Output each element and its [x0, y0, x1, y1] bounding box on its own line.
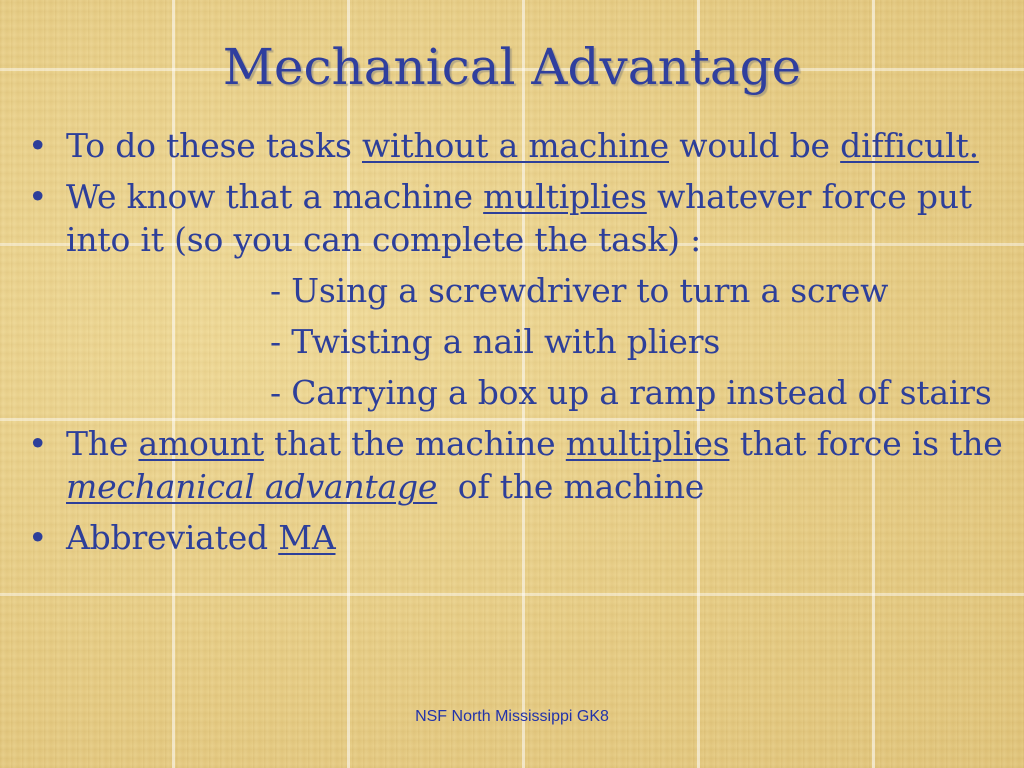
- bullet-2-emphasis-multiplies: multiplies: [483, 177, 647, 216]
- bullet-3-emphasis-amount: amount: [138, 424, 264, 463]
- bullet-3-text-cont: that the machine: [263, 424, 566, 463]
- bullet-1-emphasis-without-machine: without a machine: [361, 126, 669, 165]
- bullet-3-text-end: of the machine: [437, 467, 705, 506]
- bullet-dot: •: [28, 126, 48, 165]
- slide-title: Mechanical Advantage: [222, 38, 802, 96]
- bullet-2: [28, 175, 1003, 414]
- bullet-dot: •: [28, 518, 48, 557]
- bullet-3: [28, 422, 1003, 508]
- sub-item-ramp: - Carrying a box up a ramp instead of stairs: [270, 373, 992, 412]
- bullet-3-text: The: [66, 424, 139, 463]
- bullet-2-text-cont: whatever force put into it (so you can complete the task) :: [66, 177, 972, 259]
- bullet-dot: •: [28, 424, 48, 463]
- bullet-3-emphasis-multiplies: multiplies: [565, 424, 730, 463]
- bullet-1-text-cont: would be: [668, 126, 841, 165]
- bullet-1-emphasis-difficult: difficult.: [840, 126, 979, 165]
- bullet-3-italic-term: mechanical advantage: [66, 467, 438, 506]
- bullet-4-emphasis-ma: MA: [278, 518, 336, 557]
- bullet-4: [28, 516, 1003, 559]
- sub-item-pliers: - Twisting a nail with pliers: [270, 322, 721, 361]
- bullet-2-text: We know that a machine: [66, 177, 484, 216]
- bullet-3-text-cont2: that force is the: [729, 424, 1003, 463]
- slide-footer: NSF North Mississippi GK8: [415, 708, 609, 725]
- bullet-1: [28, 124, 1003, 167]
- sub-item-screwdriver: - Using a screwdriver to turn a screw: [270, 271, 889, 310]
- bullet-1-text: To do these tasks: [66, 126, 362, 165]
- bullet-3-emphasis-mechanical-advantage: [66, 467, 437, 506]
- slide-body: [28, 124, 1003, 567]
- bullet-dot: •: [28, 177, 48, 216]
- bullet-4-text: Abbreviated: [66, 518, 279, 557]
